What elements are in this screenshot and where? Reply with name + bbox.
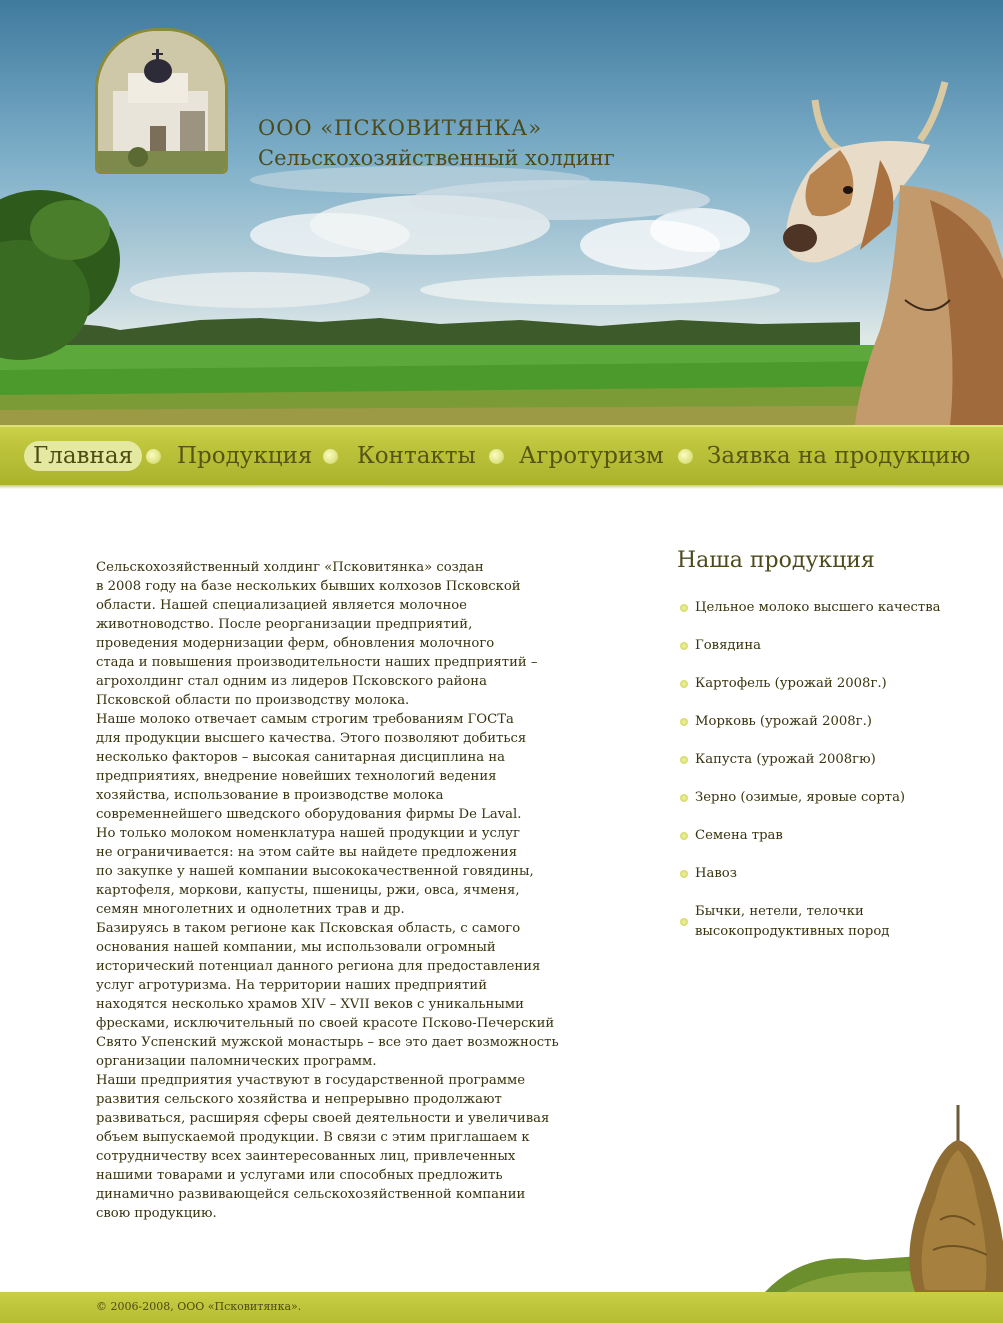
nav-separator-dot (489, 449, 504, 464)
nav-item-agrotourism[interactable]: Агротуризм (519, 443, 664, 469)
copyright: © 2006-2008, ООО «Псковитянка». (96, 1300, 302, 1313)
product-item[interactable] (680, 712, 970, 732)
haystack-image (765, 1100, 1003, 1292)
company-name: ООО «ПСКОВИТЯНКА» (258, 116, 543, 140)
nav-item-product-request[interactable]: Заявка на продукцию (707, 443, 971, 469)
nav-item-products[interactable]: Продукция (177, 443, 313, 469)
bullet-icon (680, 756, 688, 764)
bullet-icon (680, 680, 688, 688)
product-item[interactable] (680, 598, 970, 618)
header-banner (0, 0, 1003, 425)
nav-shadow (0, 485, 1003, 489)
bullet-icon (680, 832, 688, 840)
product-label: Капуста (урожай 2008гю) (695, 752, 876, 767)
product-label: Семена трав (695, 828, 783, 843)
nav-separator-dot (146, 449, 161, 464)
product-label: Картофель (урожай 2008г.) (695, 676, 887, 691)
bullet-icon (680, 604, 688, 612)
product-item[interactable] (680, 826, 970, 846)
product-label: Говядина (695, 638, 761, 653)
church-logo-image (98, 31, 225, 171)
product-list (680, 598, 970, 960)
product-item[interactable] (680, 674, 970, 694)
products-heading: Наша продукция (677, 548, 875, 573)
paragraph: Но только молоком номенклатура нашей продукции и услуг не ограничивается: на этом сайте вы найдете предложения по закупке у нашей компании высококачественной говядины, картофеля, моркови, капусты, пшеницы, ржи, овса, ячменя, семян многолетних и однолетних трав и др. (96, 826, 534, 917)
paragraph: Базируясь в таком регионе как Псковская область, с самого основания нашей компании, мы использовали огромный исторический потенциал данного региона для предоставления услуг агротуризма. На территории наших предприятий находятся несколько храмов XIV – XVII веков с уникальными фресками, исключительный по своей красоте Псково-Печерский Свято Успенский мужской монастырь – все это дает возможность организации паломнических программ. (96, 921, 559, 1069)
main-content (96, 558, 596, 1223)
bullet-icon (680, 918, 688, 926)
product-label: Бычки, нетели, телочки высокопродуктивных пород (695, 904, 890, 939)
bullet-icon (680, 794, 688, 802)
product-label: Зерно (озимые, яровые сорта) (695, 790, 906, 805)
bullet-icon (680, 718, 688, 726)
logo[interactable] (95, 28, 228, 174)
product-item[interactable] (680, 788, 970, 808)
nav-separator-dot (323, 449, 338, 464)
product-item[interactable] (680, 902, 970, 942)
bullet-icon (680, 870, 688, 878)
product-item[interactable] (680, 864, 970, 884)
company-subtitle: Сельскохозяйственный холдинг (258, 146, 615, 170)
product-label: Цельное молоко высшего качества (695, 600, 941, 615)
product-item[interactable] (680, 636, 970, 656)
product-label: Навоз (695, 866, 737, 881)
main-nav (0, 425, 1003, 487)
product-label: Морковь (урожай 2008г.) (695, 714, 872, 729)
nav-item-contacts[interactable]: Контакты (357, 443, 476, 469)
bullet-icon (680, 642, 688, 650)
paragraph: Наше молоко отвечает самым строгим требованиям ГОСТа для продукции высшего качества. Этого позволяют добиться несколько факторов – высокая санитарная дисциплина на предприятиях, внедрение новейших технологий ведения хозяйства, использование в производстве молока современнейшего шведского оборудования фирмы De Laval. (96, 712, 527, 822)
paragraph: Наши предприятия участвуют в государственной программе развития сельского хозяйства и непрерывно продолжают развиваться, расширяя сферы своей деятельности и увеличивая объем выпускаемой продукции. В связи с этим приглашаем к сотрудничеству всех заинтересованных лиц, привлеченных нашими товарами и услугами или способных предложить динамично развивающейся сельскохозяйственной компании свою продукцию. (96, 1073, 550, 1221)
paragraph: Сельскохозяйственный холдинг «Псковитянка» создан в 2008 году на базе нескольких бывших колхозов Псковской области. Нашей специализацией является молочное животноводство. После реорганизации предприятий, проведения модернизации ферм, обновления молочного стада и повышения производительности наших предприятий – агрохолдинг стал одним из лидеров Псковского района Псковской области по производству молока. (96, 560, 538, 708)
product-item[interactable] (680, 750, 970, 770)
nav-item-home[interactable]: Главная (24, 441, 142, 471)
footer (0, 1292, 1003, 1323)
nav-separator-dot (678, 449, 693, 464)
